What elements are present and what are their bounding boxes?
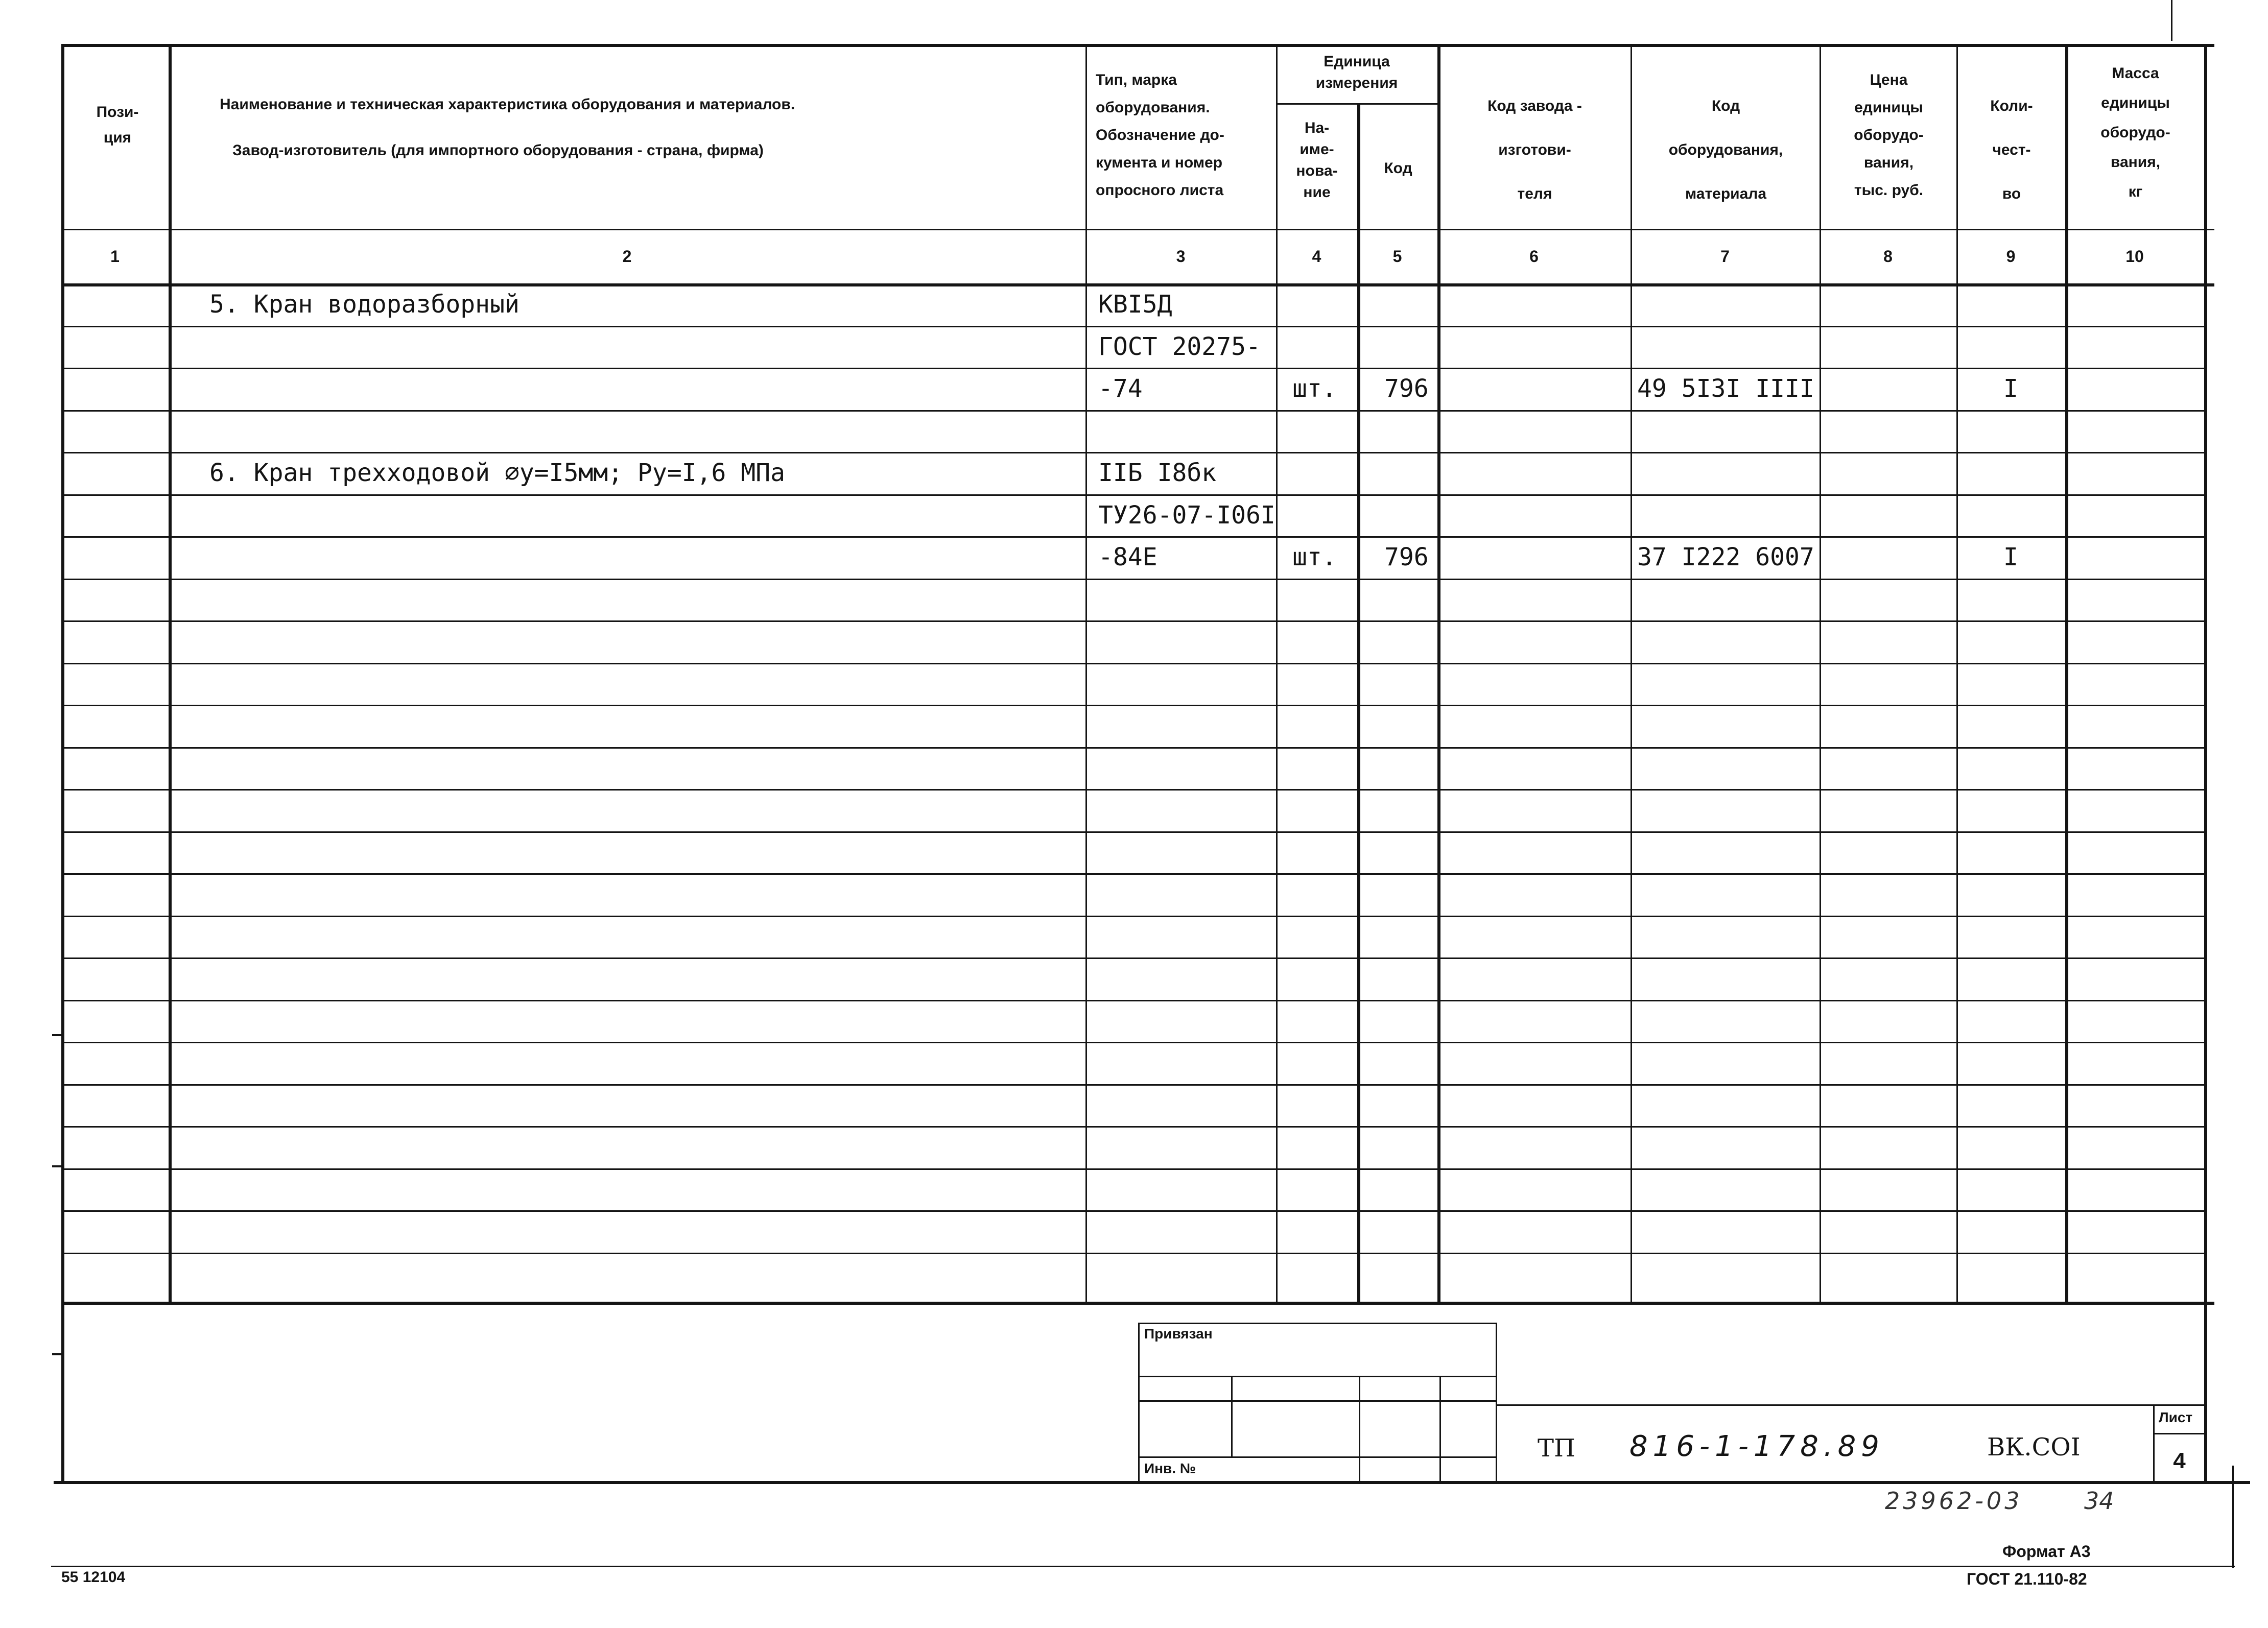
row-divider [61,1253,2204,1254]
cell-quantity: I [2003,374,2018,403]
header-factory-code: Код завода - изготови- теля [1487,98,1582,202]
cell-unit-code: 796 [1384,374,1429,403]
column-number: 9 [2006,247,2016,266]
sheet-number: 4 [2173,1448,2186,1473]
row-divider [61,410,2204,412]
header-unit-code: Код [1384,160,1412,177]
cell-name: 5. Кран водоразборный [209,290,519,319]
margin-tick [52,1165,61,1167]
row-divider [61,1000,2204,1001]
sheet-label: Лист [2159,1409,2193,1425]
row-divider [61,873,2204,875]
gost-label: ГОСТ 21.110-82 [1967,1570,2087,1588]
cell-type: -84Е [1098,543,1157,571]
column-number: 3 [1176,247,1186,266]
header-quantity: Коли- чест- во [1990,98,2033,202]
header-equipment-code: Код оборудования, материала [1668,98,1783,202]
cell-type: -74 [1098,374,1143,403]
column-number: 1 [110,247,120,266]
row-divider [61,579,2204,580]
privyazan-label: Привязан [1144,1326,1213,1342]
inventory-number-label: Инв. № [1144,1461,1196,1476]
margin-tick [52,1353,61,1355]
cell-type: ГОСТ 20275- [1098,332,1261,361]
column-number: 4 [1312,247,1321,266]
doc-number: 816-1-178.89 [1629,1430,1884,1463]
cell-equipment-code: 49 5I3I IIII [1637,374,1814,403]
row-divider [61,1084,2204,1086]
row-divider [61,1168,2204,1170]
row-divider [61,1126,2204,1128]
handwritten-reference: 23962-03 [1885,1487,2023,1515]
header-position: Пози- ция [96,104,139,146]
row-divider [61,1042,2204,1043]
cell-type: КВI5Д [1098,290,1172,319]
header-mass: Масса единицы оборудо- вания, кг [2100,65,2170,200]
doc-prefix: ТП [1538,1434,1575,1463]
cell-equipment-code: 37 I222 6007 [1637,543,1814,571]
header-name: Наименование и техническая характеристика оборудования и материалов. Завод-изготовитель (для импортного оборудования - страна, фирма) [220,96,795,159]
cell-unit: шт. [1292,543,1337,571]
header-unit-name: На- име- нова- ние [1296,119,1338,201]
column-number: 2 [622,247,632,266]
margin-tick [52,1034,61,1036]
cell-unit: шт. [1292,374,1337,403]
cell-name: 6. Кран трехходовой ⌀у=I5мм; Ру=I,6 МПа [209,459,786,487]
row-divider [61,747,2204,749]
cell-type: IIБ I8бк [1098,459,1217,487]
cell-unit-code: 796 [1384,543,1429,571]
header-type: Тип, марка оборудования. Обозначение до- кумента и номер опросного листа [1096,71,1224,199]
column-number: 7 [1720,247,1730,266]
doc-suffix: ВК.СОI [1987,1433,2081,1462]
cell-type: ТУ26-07-I06I [1098,501,1275,530]
column-number: 10 [2125,247,2144,266]
handwritten-page: 34 [2084,1487,2114,1515]
header-unit-group: Единица измерения [1315,53,1398,91]
format-label: Формат А3 [2002,1542,2091,1561]
column-number: 6 [1529,247,1539,266]
row-divider [61,831,2204,833]
row-divider [61,789,2204,791]
cell-quantity: I [2003,543,2018,571]
row-divider [61,705,2204,706]
left-code: 55 12104 [61,1569,126,1586]
row-divider [61,957,2204,959]
header-price: Цена единицы оборудо- вания, тыс. руб. [1854,71,1924,199]
row-divider [61,663,2204,664]
column-number: 8 [1883,247,1893,266]
row-divider [61,1210,2204,1212]
row-divider [61,620,2204,622]
row-divider [61,916,2204,917]
column-number: 5 [1392,247,1402,266]
